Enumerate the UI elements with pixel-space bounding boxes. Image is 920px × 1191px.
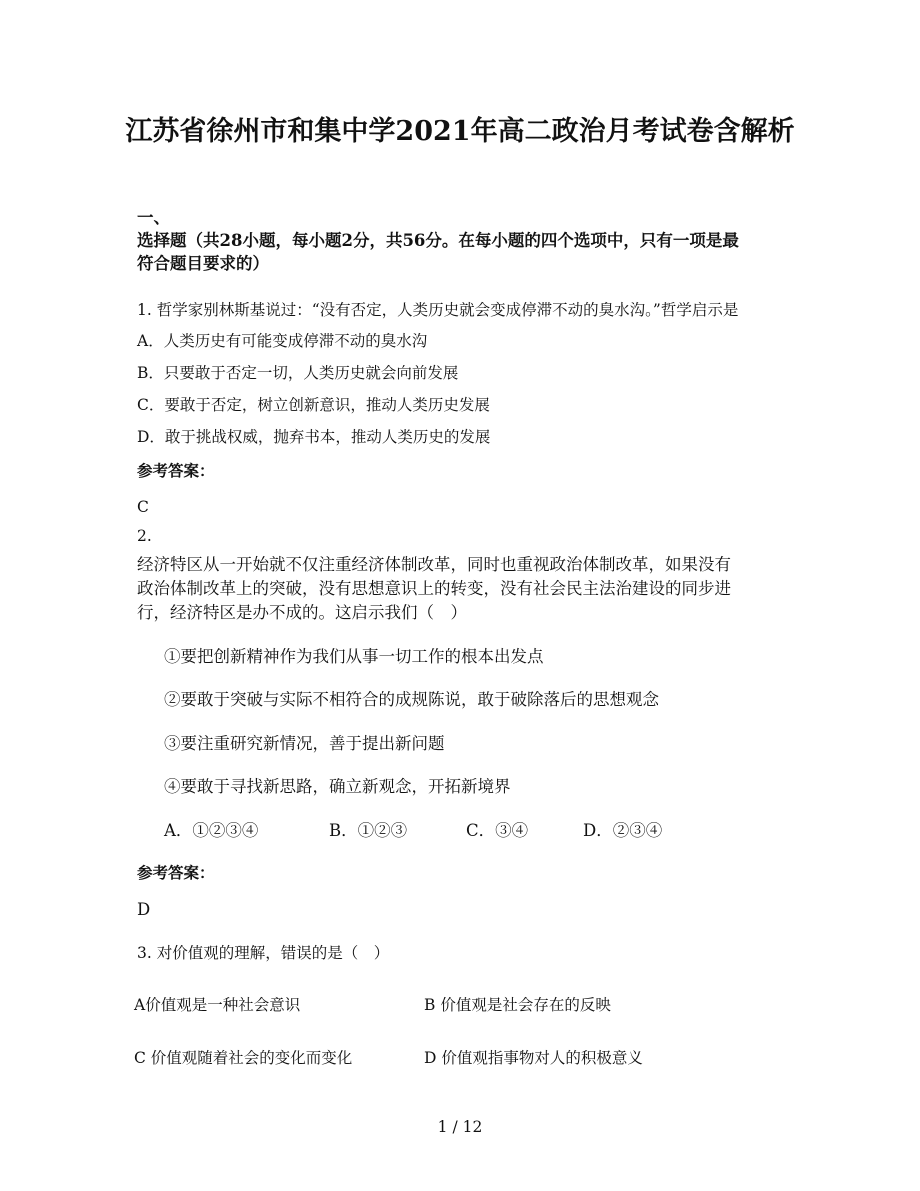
question-1-option-a: A．人类历史有可能变成停滞不动的臭水沟	[137, 332, 428, 350]
question-2-statement-2: ②要敢于突破与实际不相符合的成规陈说，敢于破除落后的思想观念	[164, 690, 659, 709]
document-title: 江苏省徐州市和集中学2021年高二政治月考试卷含解析	[125, 116, 795, 147]
question-2-stem-line1: 经济特区从一开始就不仅注重经济体制改革，同时也重视政治体制改革，如果没有	[137, 555, 731, 574]
question-1-option-b: B．只要敢于否定一切，人类历史就会向前发展	[137, 364, 459, 382]
question-2-answer: D	[137, 900, 151, 919]
page-number: 1 / 12	[437, 1118, 483, 1136]
question-2-option-d: D．②③④	[583, 821, 663, 840]
question-2-option-b: B．①②③	[329, 821, 408, 840]
question-2-statement-3: ③要注重研究新情况，善于提出新问题	[164, 734, 445, 753]
question-2-statement-1: ①要把创新精神作为我们从事一切工作的根本出发点	[164, 647, 544, 666]
question-2-option-a: A．①②③④	[164, 821, 259, 840]
question-2-stem-line2: 政治体制改革上的突破，没有思想意识上的转变，没有社会民主法治建设的同步进	[137, 579, 731, 598]
question-2-answer-label: 参考答案：	[137, 863, 215, 882]
section-heading-line2: 符合题目要求的）	[137, 254, 269, 273]
question-1-option-d: D．敢于挑战权威，抛弃书本，推动人类历史的发展	[137, 428, 491, 446]
question-3-stem: 3. 对价值观的理解，错误的是（ ）	[137, 944, 390, 962]
question-3-option-a: A价值观是一种社会意识	[134, 996, 301, 1014]
question-3-option-b: B 价值观是社会存在的反映	[424, 996, 611, 1014]
question-1-answer: C	[137, 498, 149, 516]
question-2-option-c: C．③④	[466, 821, 529, 840]
question-1-option-c: C．要敢于否定，树立创新意识，推动人类历史发展	[137, 396, 490, 414]
question-1-stem: 1. 哲学家别林斯基说过：“没有否定，人类历史就会变成停滞不动的臭水沟。”哲学启示是	[137, 301, 739, 319]
section-number: 一、	[137, 208, 170, 227]
question-2-statement-4: ④要敢于寻找新思路，确立新观念，开拓新境界	[164, 777, 511, 796]
question-3-option-c: C 价值观随着社会的变化而变化	[134, 1049, 353, 1067]
question-2-stem-line3: 行，经济特区是办不成的。这启示我们（ ）	[137, 603, 467, 622]
question-3-option-d: D 价值观指事物对人的积极意义	[424, 1049, 643, 1067]
question-2-number: 2.	[137, 527, 152, 545]
section-heading-line1: 选择题（共28小题，每小题2分，共56分。在每小题的四个选项中，只有一项是最	[137, 231, 739, 250]
question-1-answer-label: 参考答案：	[137, 461, 215, 480]
